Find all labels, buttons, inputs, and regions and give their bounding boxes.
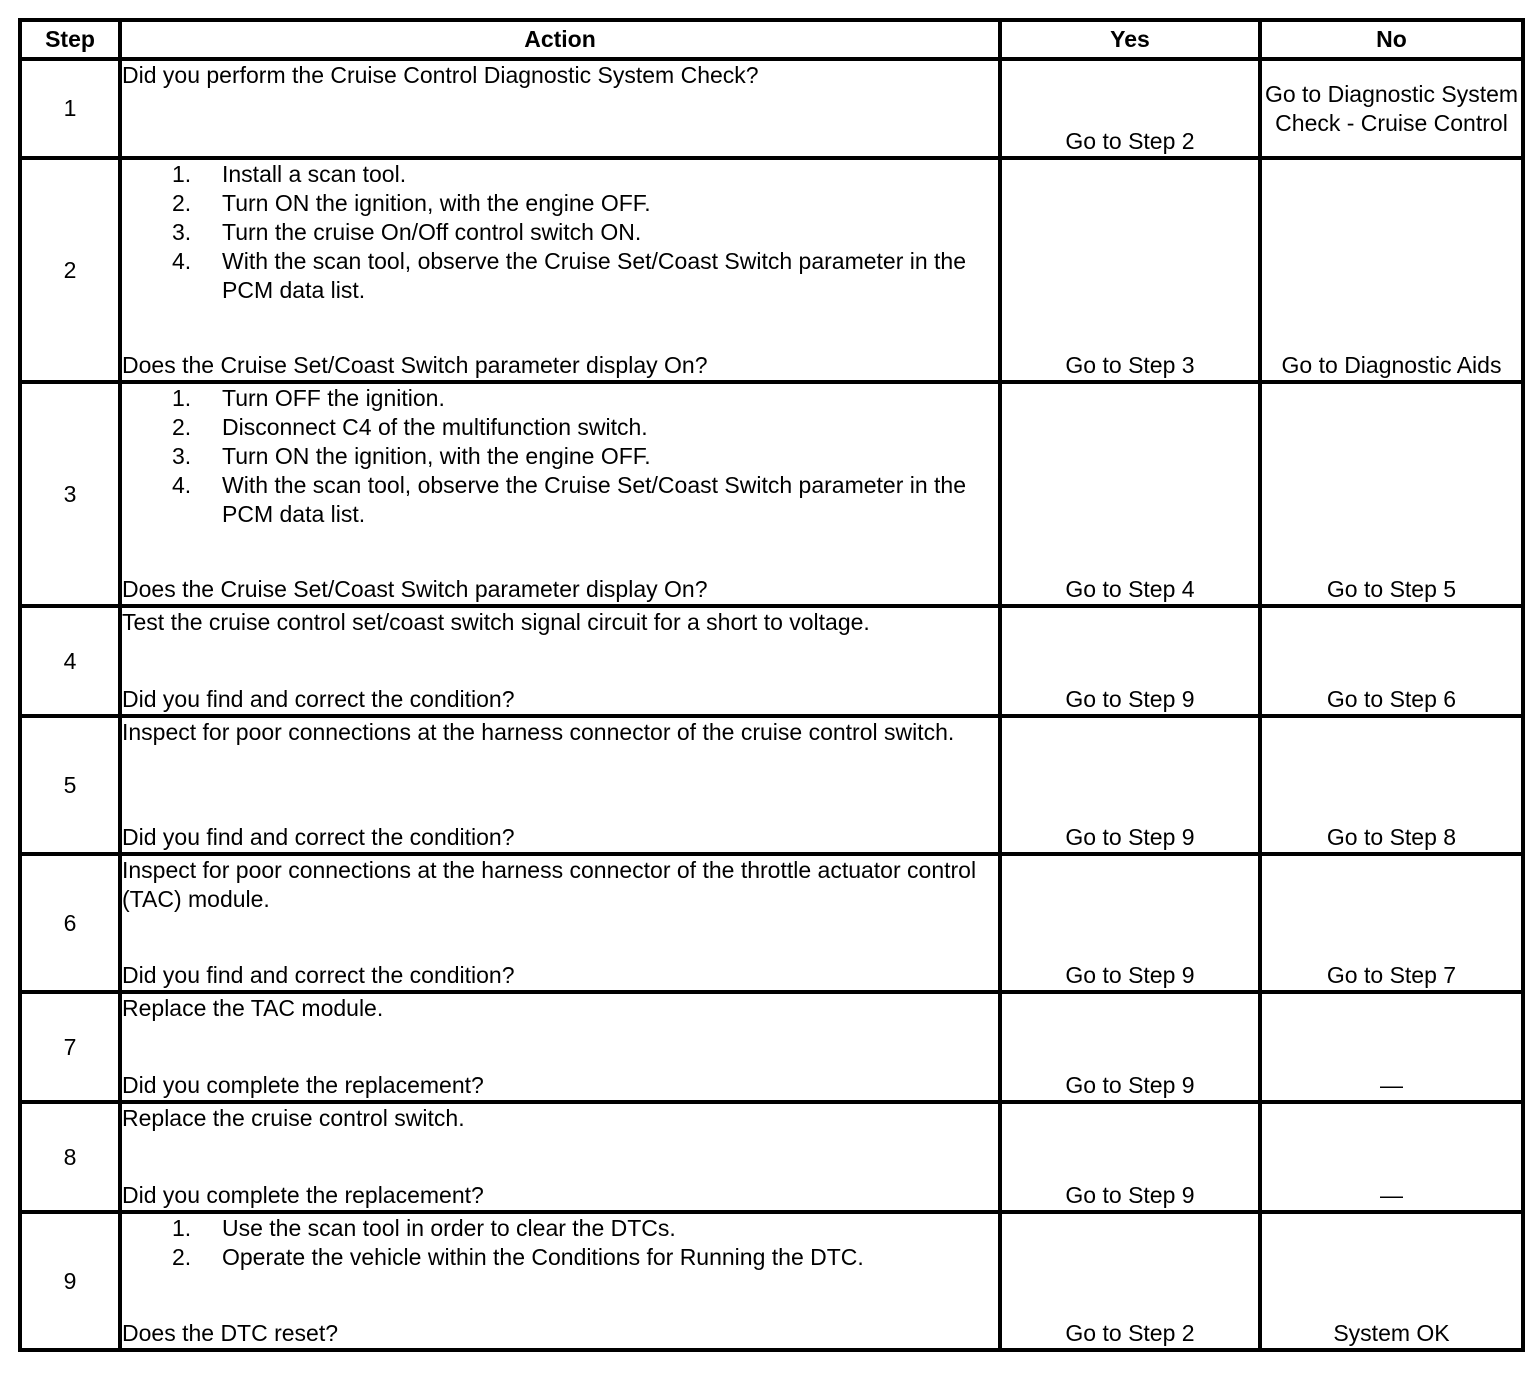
action-intro: Did you perform the Cruise Control Diagnostic System Check? — [122, 62, 759, 88]
list-item: 2. Disconnect C4 of the multifunction switch. — [172, 414, 648, 440]
step-number: 7 — [20, 992, 120, 1102]
table-row — [20, 716, 1523, 854]
no-result: Go to Step 7 — [1260, 854, 1523, 992]
no-result: Go to Step 5 — [1260, 382, 1523, 606]
action-cell — [120, 1102, 1000, 1212]
action-cell — [120, 992, 1000, 1102]
step-number: 9 — [20, 1212, 120, 1350]
action-cell — [120, 382, 1000, 606]
action-cell — [120, 1212, 1000, 1350]
header-no: No — [1260, 20, 1523, 59]
table-row — [20, 382, 1523, 606]
list-item: 4. With the scan tool, observe the Cruise Set/Coast Switch parameter in the PCM data list. — [172, 472, 967, 527]
diagnostic-table — [18, 18, 1525, 1352]
action-cell — [120, 854, 1000, 992]
table-row — [20, 992, 1523, 1102]
header-row — [20, 20, 1523, 59]
action-question: Did you complete the replacement? — [122, 1072, 484, 1098]
table-row — [20, 1212, 1523, 1350]
action-question: Does the DTC reset? — [122, 1320, 339, 1346]
no-result: — — [1260, 1102, 1523, 1212]
header-action: Action — [120, 20, 1000, 59]
step-number: 3 — [20, 382, 120, 606]
action-intro: Inspect for poor connections at the harness connector of the cruise control switch. — [122, 719, 955, 745]
action-cell — [120, 59, 1000, 158]
step-number: 1 — [20, 59, 120, 158]
yes-result: Go to Step 9 — [1000, 1102, 1260, 1212]
yes-result: Go to Step 9 — [1000, 716, 1260, 854]
list-item: 3. Turn ON the ignition, with the engine OFF. — [172, 443, 651, 469]
action-intro: Replace the cruise control switch. — [122, 1105, 465, 1131]
action-cell — [120, 716, 1000, 854]
action-cell — [120, 606, 1000, 716]
no-result: Go to Step 6 — [1260, 606, 1523, 716]
action-intro: Test the cruise control set/coast switch signal circuit for a short to voltage. — [122, 609, 870, 635]
list-item: 2. Operate the vehicle within the Conditions for Running the DTC. — [172, 1244, 864, 1270]
step-number: 4 — [20, 606, 120, 716]
action-question: Did you find and correct the condition? — [122, 686, 515, 712]
procedure-list — [122, 1214, 998, 1272]
step-number: 8 — [20, 1102, 120, 1212]
header-step: Step — [20, 20, 120, 59]
action-intro: Replace the TAC module. — [122, 995, 384, 1021]
action-question: Did you find and correct the condition? — [122, 824, 515, 850]
table-row — [20, 1102, 1523, 1212]
no-result: Go to Diagnostic Aids — [1260, 158, 1523, 382]
step-number: 6 — [20, 854, 120, 992]
step-number: 2 — [20, 158, 120, 382]
list-item: 1. Use the scan tool in order to clear the DTCs. — [172, 1215, 676, 1241]
no-result: Go to Diagnostic System Check - Cruise Control — [1260, 59, 1523, 158]
action-question: Does the Cruise Set/Coast Switch parameter display On? — [122, 576, 708, 602]
header-yes: Yes — [1000, 20, 1260, 59]
table-row — [20, 854, 1523, 992]
procedure-list — [122, 160, 998, 305]
yes-result: Go to Step 2 — [1000, 1212, 1260, 1350]
yes-result: Go to Step 9 — [1000, 992, 1260, 1102]
action-question: Does the Cruise Set/Coast Switch parameter display On? — [122, 352, 708, 378]
yes-result: Go to Step 9 — [1000, 606, 1260, 716]
step-number: 5 — [20, 716, 120, 854]
yes-result: Go to Step 2 — [1000, 59, 1260, 158]
yes-result: Go to Step 3 — [1000, 158, 1260, 382]
no-result: System OK — [1260, 1212, 1523, 1350]
table-row — [20, 158, 1523, 382]
action-intro: Inspect for poor connections at the harness connector of the throttle actuator control (TAC) module. — [122, 857, 977, 912]
action-question: Did you find and correct the condition? — [122, 962, 515, 988]
no-result: Go to Step 8 — [1260, 716, 1523, 854]
list-item: 3. Turn the cruise On/Off control switch ON. — [172, 219, 642, 245]
action-question: Did you complete the replacement? — [122, 1182, 484, 1208]
yes-result: Go to Step 9 — [1000, 854, 1260, 992]
list-item: 2. Turn ON the ignition, with the engine OFF. — [172, 190, 651, 216]
yes-result: Go to Step 4 — [1000, 382, 1260, 606]
table-row — [20, 59, 1523, 158]
action-cell — [120, 158, 1000, 382]
list-item: 1. Install a scan tool. — [172, 161, 407, 187]
table-row — [20, 606, 1523, 716]
list-item: 1. Turn OFF the ignition. — [172, 385, 445, 411]
procedure-list — [122, 384, 998, 529]
list-item: 4. With the scan tool, observe the Cruise Set/Coast Switch parameter in the PCM data list. — [172, 248, 967, 303]
no-result: — — [1260, 992, 1523, 1102]
